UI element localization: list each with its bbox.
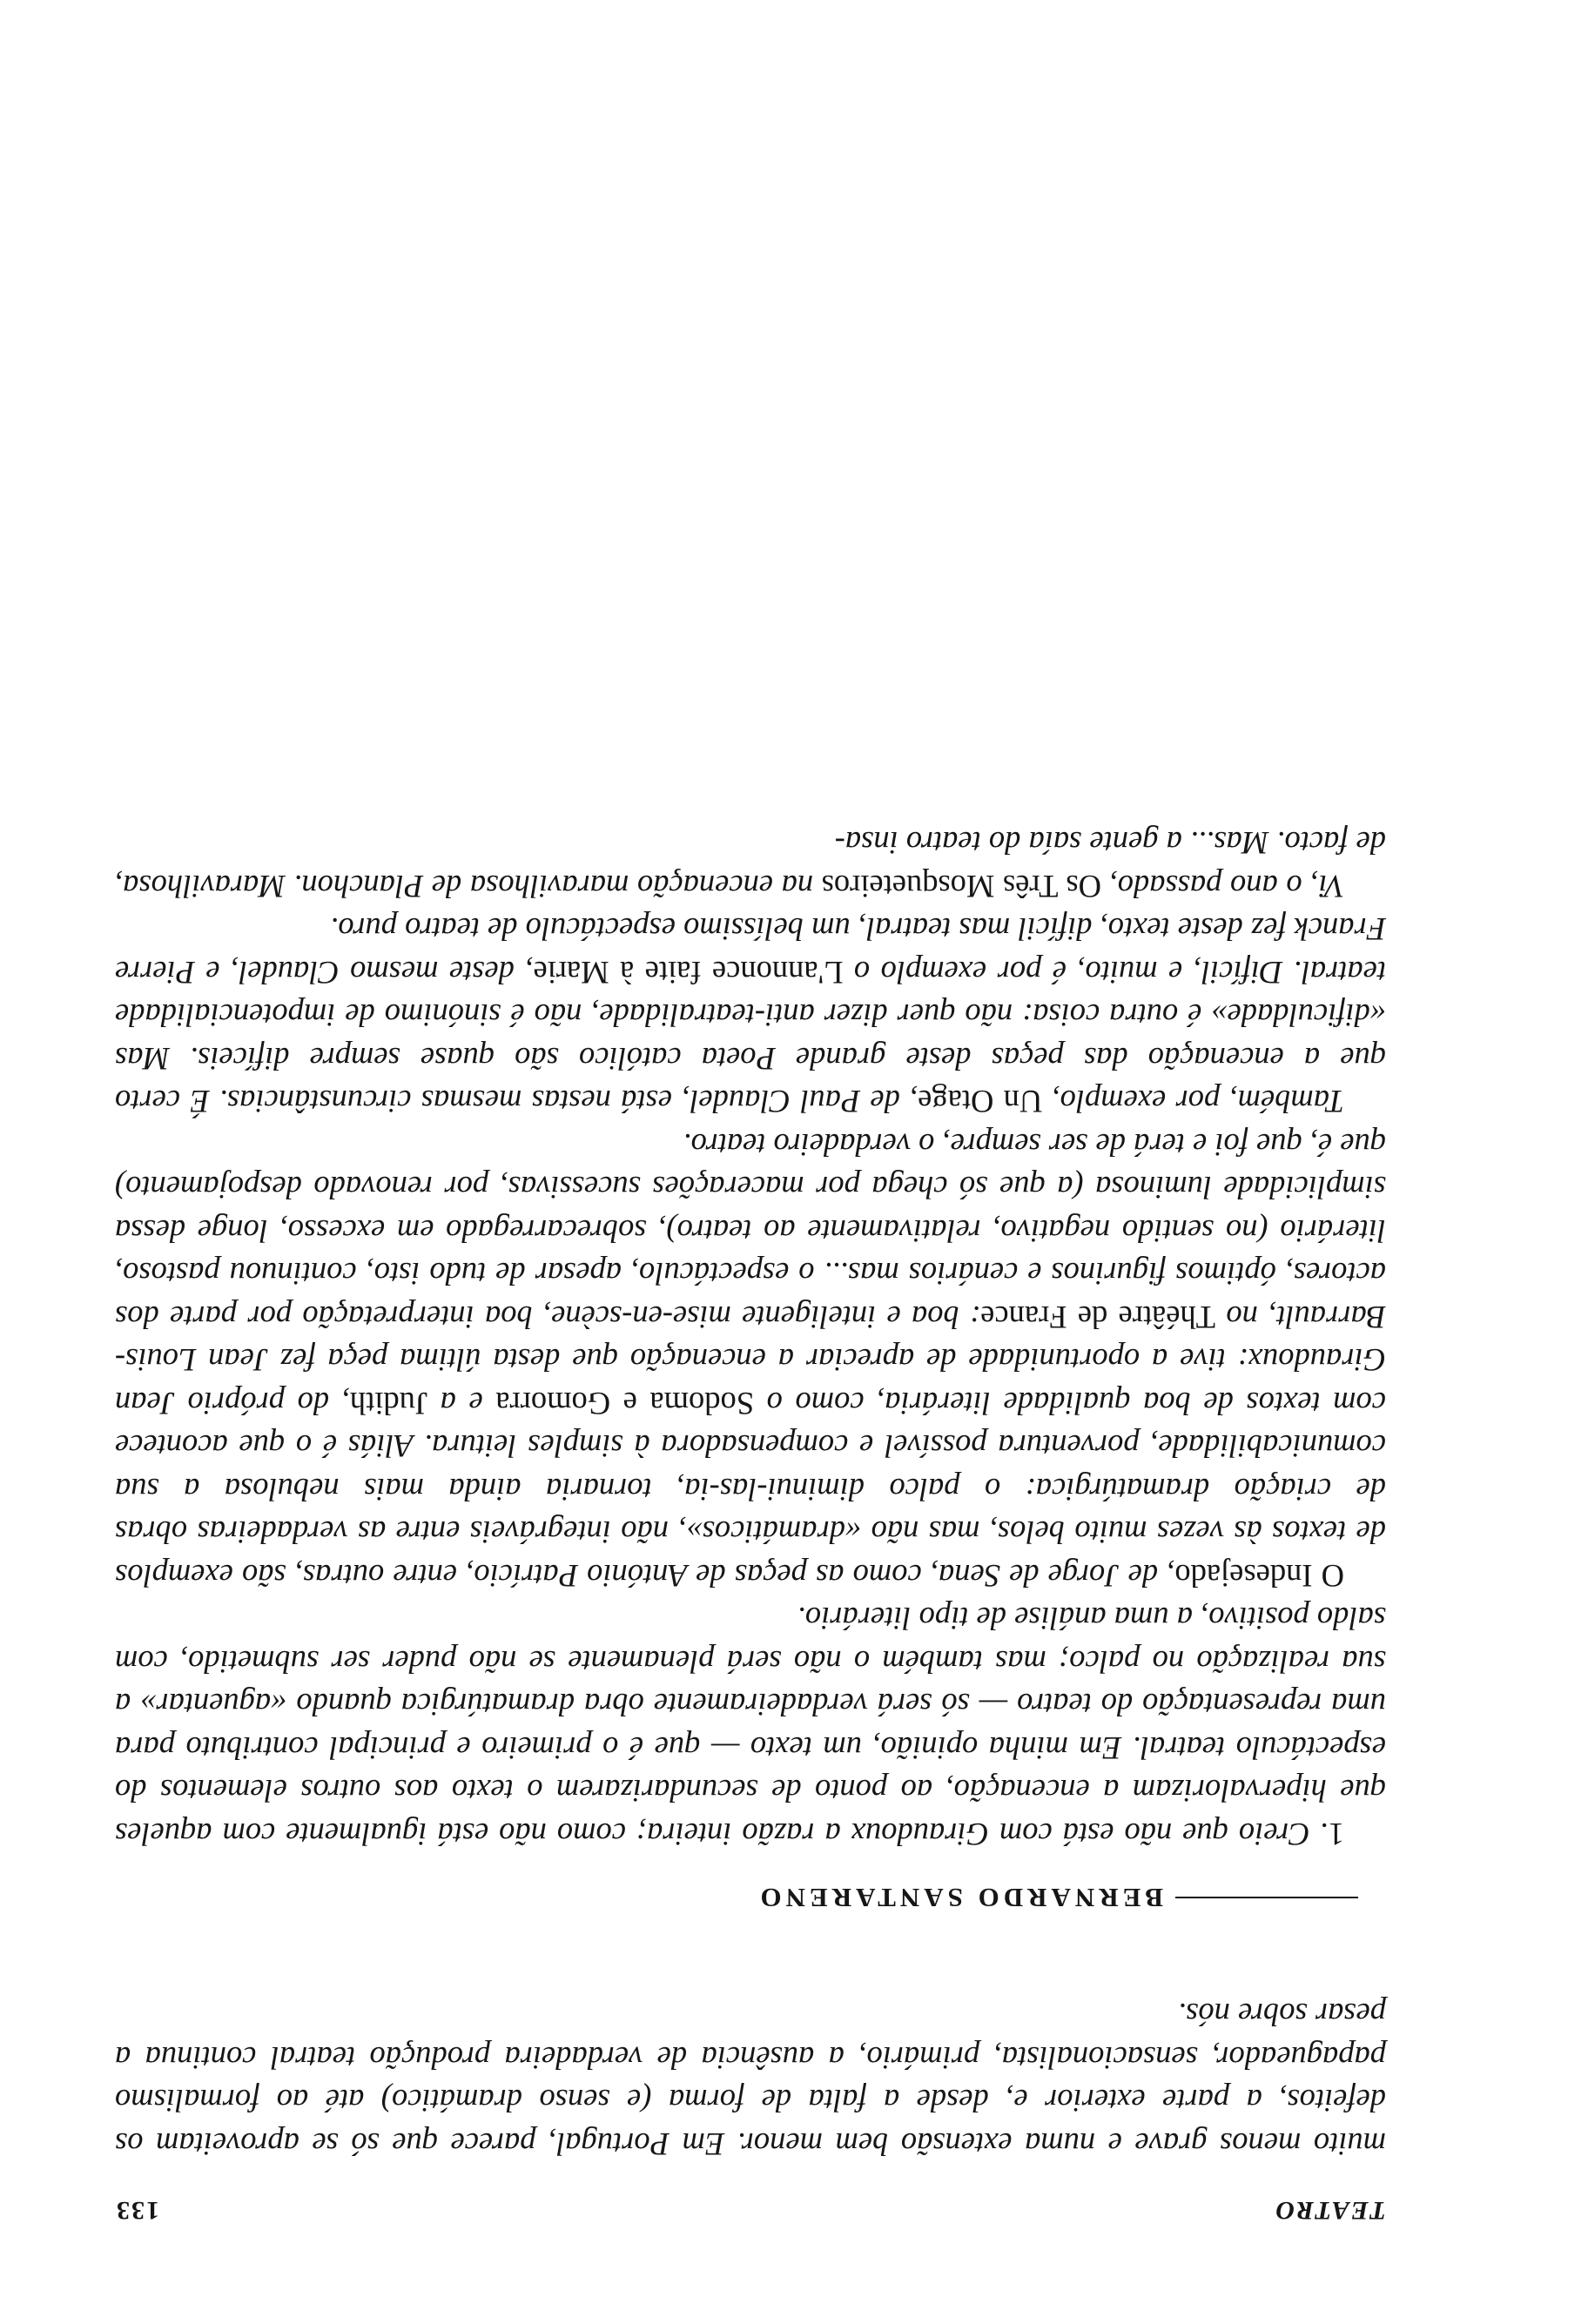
running-head bbox=[115, 2185, 1386, 2225]
work-title: Sodoma e Gomorra bbox=[495, 1386, 755, 1421]
author-name: BERNARDO SANTARENO bbox=[756, 1883, 1163, 1913]
running-head-title: TEATRO bbox=[1274, 2196, 1386, 2225]
paragraph-1 bbox=[115, 1597, 1386, 1856]
paragraph-3 bbox=[115, 908, 1386, 1124]
lead-paragraph: muito menos grave e numa extensão bem menor. Em Portugal, parece que só se aproveitam os defeitos, a parte exterior e, desde a falta de forma (e senso dramático) até ao formalismo papagueador, sensacionalista, primário, a ausência de verdadeira produção teatral continua a pesar sobre nós. bbox=[115, 1997, 1386, 2162]
work-title: L'annonce faite à Marie bbox=[533, 955, 844, 991]
paragraph-text: na encenação maravilhosa de Planchon. Maravilhosa, de facto. Mas... a gente saía do teatro insa- bbox=[115, 825, 1386, 904]
page-content bbox=[115, 822, 1386, 2225]
heading-rule bbox=[1175, 1897, 1358, 1898]
work-title: Os Três Mosqueteiros bbox=[821, 869, 1102, 904]
page-number: 133 bbox=[115, 2196, 159, 2225]
paragraph-2 bbox=[115, 1124, 1386, 1598]
work-title: O Indesejado bbox=[1174, 1558, 1344, 1594]
paragraph-text: , do próprio Jean Giraudoux: tive a oportunidade de apreciar a encenação que desta última peça fez Jean Louis-Barrault, no bbox=[114, 1300, 1386, 1421]
paragraph-text: , deste mesmo Claudel, e Pierre Franck fez deste texto, difícil mas teatral, um belíssimo espectáculo de teatro puro. bbox=[115, 911, 1386, 991]
paragraph-1-text: Creio que não está com Giraudoux a razão inteira; como não está igualmente com aqueles que hipervalorizam a encenação, ao ponto de secundarizarem o texto aos outros elementos do espectáculo teatral. Em minha opinião, um texto — que é o primeiro e principal contributo para uma representação do teatro — só será verdadeiramente obra dramatúrgica quando «aguentar» a sua realização no palco; mas também o não será plenamente se não puder ser submetido, com saldo positivo, a uma análise de tipo literário. bbox=[114, 1601, 1386, 1852]
paragraph-text: : boa e inteligente mise-en-scène, boa interpretação por parte dos actores, óptimos figurinos e cenários mas... o espectáculo, apesar de tudo isto, continuou pastoso, literário (no sentido negativo, relativamente ao teatro), sobrecarregado em excesso, longe dessa simplicidade luminosa (a que só chega por macerações sucessivas, por renovado despojamento) que é, que foi e terá de ser sempre, o verdadeiro teatro. bbox=[115, 1127, 1386, 1335]
theatre-name: Théâtre de France bbox=[980, 1300, 1216, 1335]
work-title: Judith bbox=[349, 1386, 428, 1421]
paragraph-4 bbox=[115, 822, 1386, 908]
paragraph-text: , de Jorge de Sena, como as peças de António Patrício, entre outras, são exemplos de textos às vezes muito belos, mas não «dramáticos», não integráveis entre as verdadeiras obras de criação dramatúrgica: o palco diminui-las-ia, tornaria ainda mais nebulosa a sua comunicabilidade, porventura possível e compensadora à simples leitura. Aliás é o que acontece com textos de boa qualidade literária, como o bbox=[115, 1386, 1386, 1594]
work-title: Un Otage bbox=[918, 1084, 1043, 1120]
paragraph-number: 1. bbox=[1320, 1817, 1344, 1852]
paragraph-text: Também, por exemplo, bbox=[1042, 1084, 1344, 1120]
section-heading bbox=[115, 1882, 1386, 1913]
paragraph-text: e a bbox=[427, 1386, 496, 1421]
paragraph-text: , de Paul Claudel, está nestas mesmas circunstâncias. É certo que a encenação das peças deste grande Poeta católico são quase sempre difíceis. Mas «dificuldade» é outra coisa: não quer dizer anti-teatralidade, não é sinónimo de impotencialidade teatral. Difícil, e muito, é por exemplo o bbox=[115, 955, 1386, 1120]
paragraph-text: Vi, o ano passado, bbox=[1101, 869, 1344, 904]
